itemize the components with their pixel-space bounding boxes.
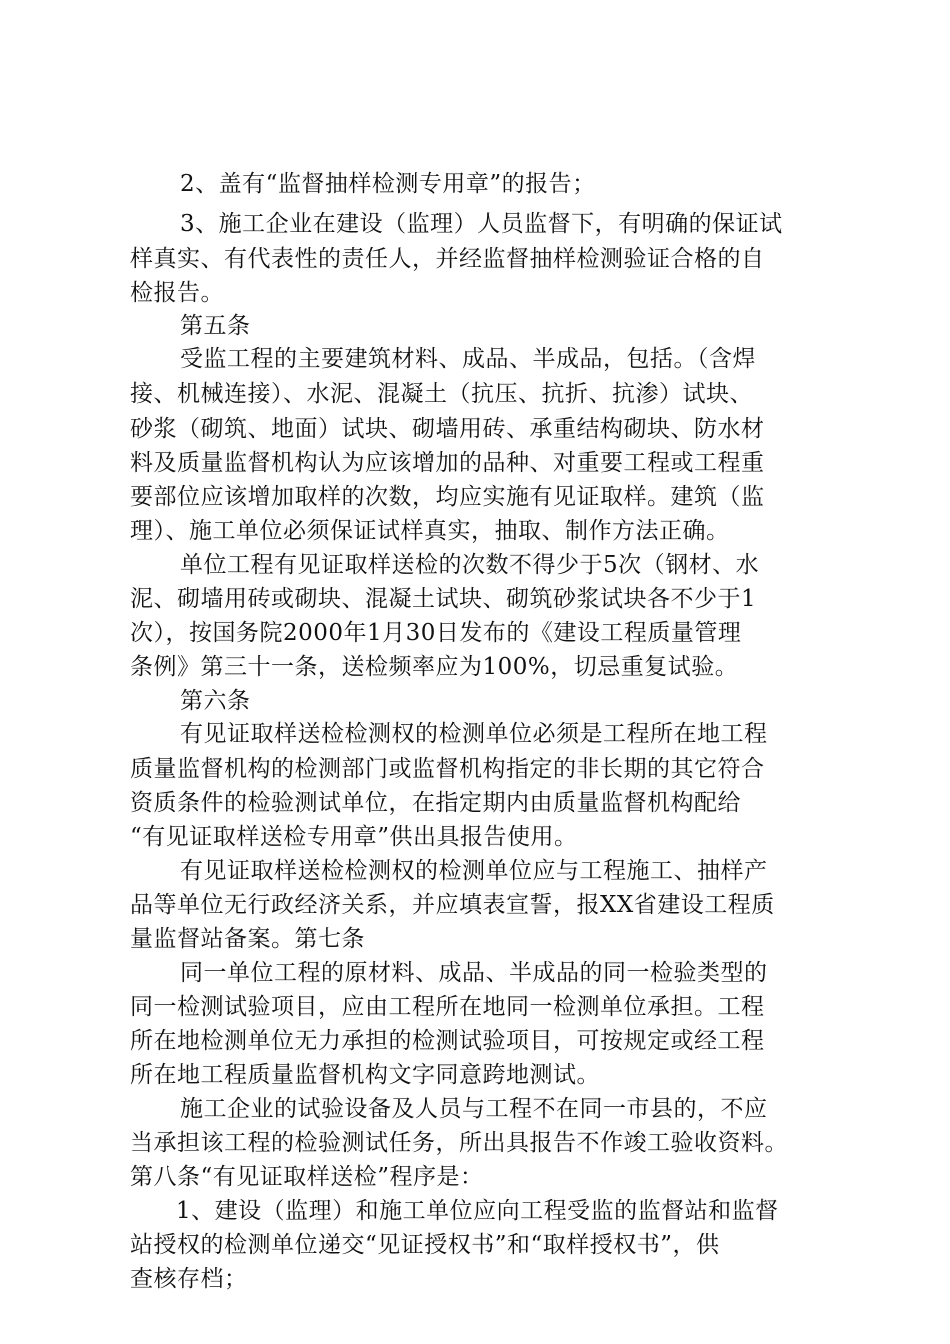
- text-line: 料及质量监督机构认为应该增加的品种、对重要工程或工程重: [130, 450, 765, 476]
- text-line: 当承担该工程的检验测试任务，所出具报告不作竣工验收资料。: [130, 1130, 788, 1156]
- text-line: 查核存档；: [130, 1266, 248, 1292]
- text-line: 所在地检测单位无力承担的检测试验项目，可按规定或经工程: [130, 1028, 765, 1054]
- text-line: 砂浆（砌筑、地面）试块、砌墙用砖、承重结构砌块、防水材: [130, 416, 765, 442]
- text-line: 泥、砌墙用砖或砌块、混凝土试块、砌筑砂浆试块各不少于1: [130, 586, 757, 612]
- text-line: 次），按国务院2000年1月30日发布的《建设工程质量管理: [130, 620, 742, 646]
- section-heading: 第五条: [180, 313, 251, 339]
- text-line: 质量监督机构的检测部门或监督机构指定的非长期的其它符合: [130, 756, 765, 782]
- text-line: 2、盖有“监督抽样检测专用章”的报告；: [180, 171, 596, 197]
- text-line: 施工企业的试验设备及人员与工程不在同一市县的，不应: [180, 1096, 768, 1122]
- text-line: 所在地工程质量监督机构文字同意跨地测试。: [130, 1062, 600, 1088]
- text-line: “有见证取样送检专用章”供出具报告使用。: [130, 824, 578, 850]
- text-line: 3、施工企业在建设（监理）人员监督下，有明确的保证试: [180, 211, 783, 237]
- text-line: 理）、施工单位必须保证试样真实，抽取、制作方法正确。: [130, 518, 730, 544]
- text-line: 检报告。: [130, 280, 224, 306]
- text-line: 接、机械连接）、水泥、混凝土（抗压、抗折、抗渗）试块、: [130, 381, 753, 407]
- text-line: 1、建设（监理）和施工单位应向工程受监的监督站和监督: [176, 1198, 779, 1224]
- text-line: 量监督站备案。第七条: [130, 926, 365, 952]
- text-line: 有见证取样送检检测权的检测单位必须是工程所在地工程: [180, 721, 768, 747]
- text-line: 有见证取样送检检测权的检测单位应与工程施工、抽样产: [180, 858, 768, 884]
- text-line: 样真实、有代表性的责任人，并经监督抽样检测验证合格的自: [130, 246, 765, 272]
- text-line: 同一检测试验项目，应由工程所在地同一检测单位承担。工程: [130, 994, 765, 1020]
- section-heading: 第六条: [180, 688, 251, 714]
- text-line: 单位工程有见证取样送检的次数不得少于5次（钢材、水: [180, 552, 760, 578]
- text-line: 条例》第三十一条，送检频率应为100%，切忌重复试验。: [130, 654, 739, 680]
- text-line: 同一单位工程的原材料、成品、半成品的同一检验类型的: [180, 960, 768, 986]
- section-heading: 第八条“有见证取样送检”程序是：: [130, 1164, 484, 1190]
- text-line: 资质条件的检验测试单位，在指定期内由质量监督机构配给: [130, 790, 741, 816]
- text-line: 要部位应该增加取样的次数，均应实施有见证取样。建筑（监: [130, 484, 765, 510]
- text-line: 受监工程的主要建筑材料、成品、半成品，包括。（含焊: [180, 346, 756, 372]
- text-line: 站授权的检测单位递交“见证授权书”和“取样授权书”，供: [130, 1232, 720, 1258]
- text-line: 品等单位无行政经济关系，并应填表宣誓，报XX省建设工程质: [130, 892, 775, 918]
